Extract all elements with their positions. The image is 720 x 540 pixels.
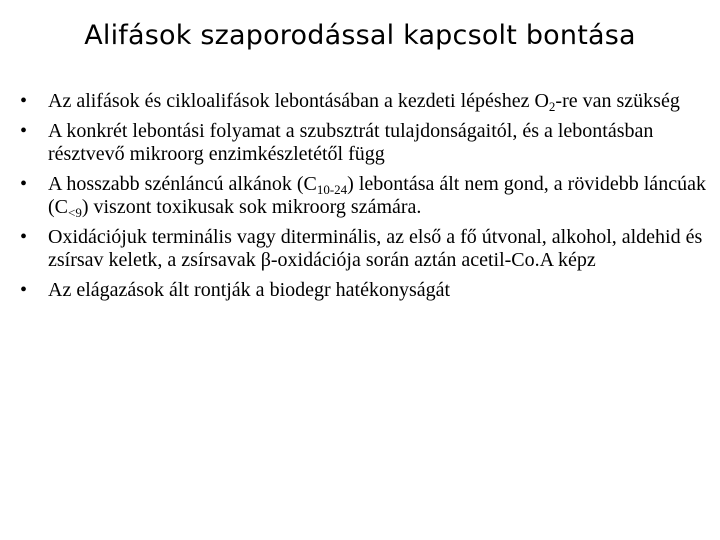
bullet-text: Az elágazások ált rontják a biodegr hatékonyságát bbox=[48, 278, 451, 301]
subscript: <9 bbox=[68, 205, 82, 220]
bullet-text: Az alifások és cikloalifások lebontásában a kezdeti lépéshez O bbox=[48, 90, 549, 112]
bullet-item bbox=[20, 226, 710, 273]
bullet-text: A hosszabb szénláncú alkánok (C bbox=[48, 172, 317, 195]
bullet-text: -re van szükség bbox=[555, 90, 680, 112]
bullet-item bbox=[20, 120, 710, 167]
bullet-item bbox=[20, 279, 710, 303]
bullet-item bbox=[20, 90, 710, 114]
subscript: 10-24 bbox=[316, 181, 348, 197]
bullet-text: A konkrét lebontási folyamat a szubsztrát tulajdonságaitól, és a lebontásban résztvevő mikroorg enzimkészletétől függ bbox=[48, 119, 654, 165]
bullet-list bbox=[20, 90, 710, 308]
subscript: 2 bbox=[548, 99, 556, 114]
bullet-text: ) lebontása ált nem gond, a rövidebb láncúak (C bbox=[48, 172, 706, 218]
slide-title: Alifások szaporodással kapcsolt bontása bbox=[84, 20, 636, 51]
bullet-dot-icon: • bbox=[20, 172, 28, 195]
bullet-dot-icon: • bbox=[20, 278, 28, 301]
bullet-text: Oxidációjuk terminális vagy diterminális, az első a fő útvonal, alkohol, aldehid és zsírsav keletk, a zsírsavak β-oxidációja során aztán acetil-Co.A képz bbox=[48, 225, 703, 271]
bullet-item bbox=[20, 173, 710, 220]
bullet-dot-icon: • bbox=[20, 90, 28, 112]
bullet-text: ) viszont toxikusak sok mikroorg számára. bbox=[81, 196, 422, 218]
bullet-dot-icon: • bbox=[20, 119, 28, 142]
bullet-dot-icon: • bbox=[20, 225, 28, 248]
